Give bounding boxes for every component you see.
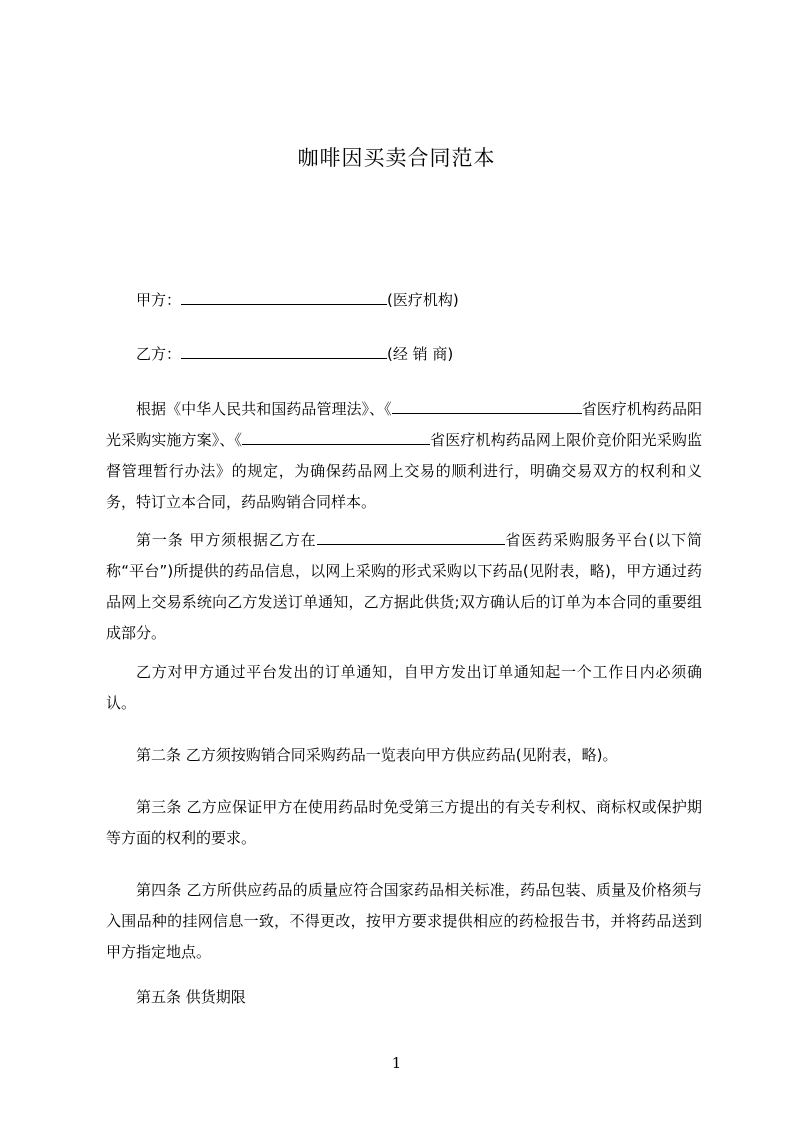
- article-4-paragraph: 第四条 乙方所供应药品的质量应符合国家药品相关标准，药品包装、质量及价格须与入围品种的挂网信息一致，不得更改，按甲方要求提供相应的药检报告书，并将药品送到甲方指定地点。: [106, 881, 702, 961]
- party-a-blank: [181, 287, 387, 305]
- document-title: 咖啡因买卖合同范本: [297, 146, 496, 170]
- party-a-suffix: (医疗机构): [387, 291, 459, 309]
- article-5-heading: 第五条 供货期限: [136, 988, 246, 1006]
- article-3-paragraph: 第三条 乙方应保证甲方在使用药品时免受第三方提出的有关专利权、商标权或保护期等方面的权利的要求。: [106, 798, 702, 847]
- article-1-blank: [317, 527, 505, 545]
- preamble-blank-1: [392, 396, 582, 414]
- party-a-line: [136, 285, 459, 316]
- party-b-blank: [181, 341, 387, 359]
- preamble-blank-2: [242, 427, 430, 445]
- article-1-part2: 省医药采购服务平台(以下简称“平台”)所提供的药品信息，以网上采购的形式采购以下药品(见附表，略)，甲方通过药品网上交易系统向乙方发送订单通知，乙方据此供货;双方确认后的订单为本合同的重要组成部分。: [106, 531, 702, 642]
- party-b-line: [136, 339, 453, 370]
- article-2-paragraph: 第二条 乙方须按购销合同采购药品一览表向甲方供应药品(见附表，略)。: [136, 746, 618, 764]
- party-b-suffix: (经 销 商): [387, 345, 454, 363]
- article-1-note-paragraph: 乙方对甲方通过平台发出的订单通知，自甲方发出订单通知起一个工作日内必须确认。: [106, 663, 702, 712]
- preamble-part2: 省医疗机构药品阳光采购实施方案》、《: [106, 400, 702, 449]
- article-1-paragraph: [106, 525, 702, 649]
- preamble-part3: 省医疗机构药品网上限价竞价阳光采购监督管理暂行办法》的规定，为确保药品网上交易的顺利进行，明确交易双方的权利和义务，特订立本合同，药品购销合同样本。: [106, 431, 702, 511]
- preamble-paragraph: [106, 394, 702, 518]
- preamble-part1: 根据《中华人民共和国药品管理法》、《: [136, 400, 392, 418]
- article-1-part1: 第一条 甲方须根据乙方在: [136, 531, 317, 549]
- page-number: 1: [391, 1054, 402, 1072]
- party-b-label: 乙方：: [136, 345, 182, 363]
- party-a-label: 甲方：: [136, 291, 182, 309]
